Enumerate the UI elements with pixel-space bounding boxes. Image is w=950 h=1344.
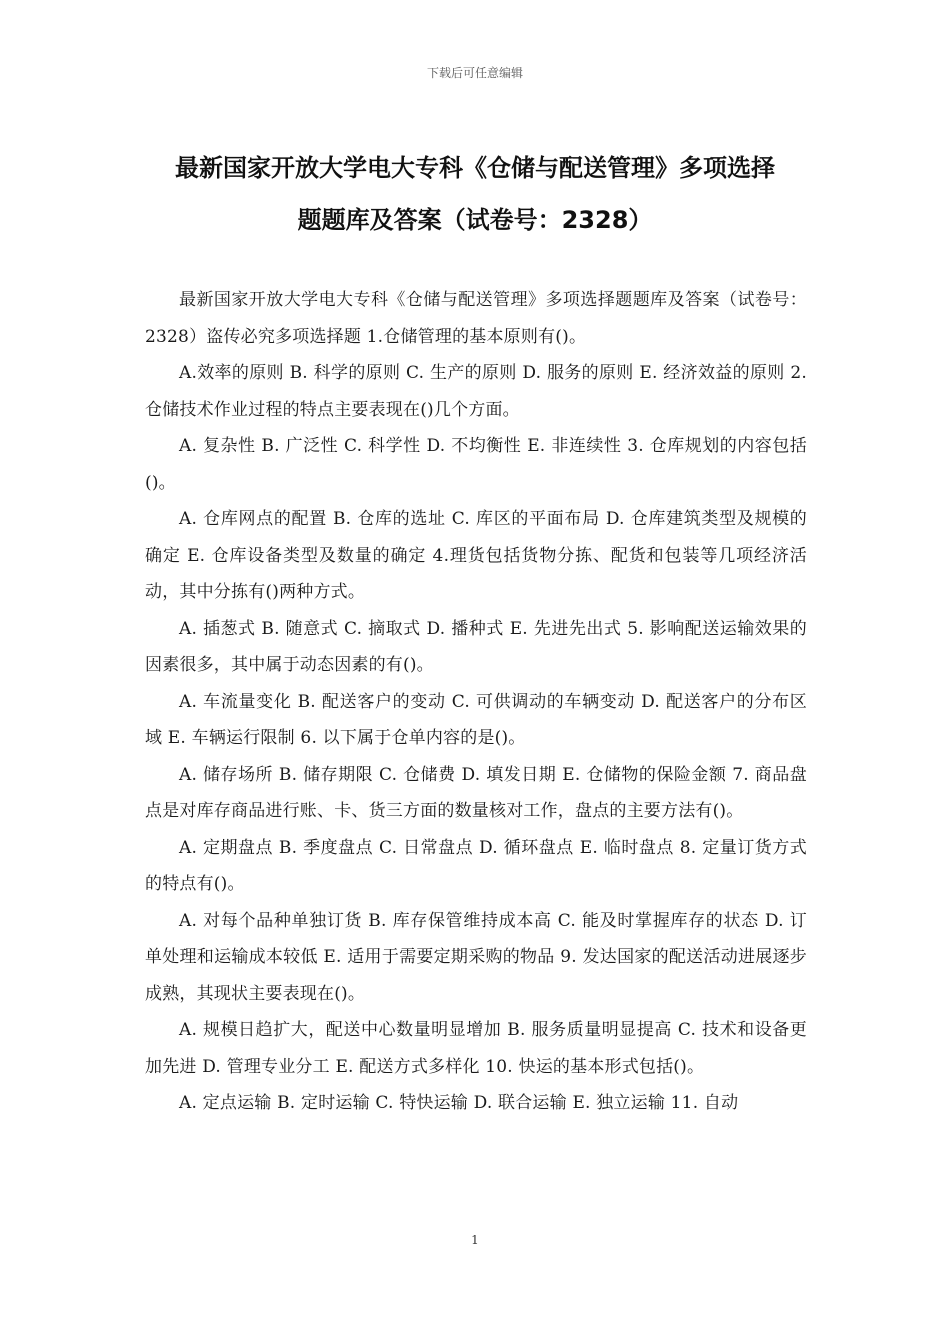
document-title-line-1: 最新国家开放大学电大专科《仓储与配送管理》多项选择 (175, 154, 775, 182)
document-title-line-2: 题题库及答案（试卷号：2328） (297, 206, 653, 234)
page-header-note: 下载后可任意编辑 (426, 66, 523, 80)
body-paragraph: A. 仓库网点的配置 B. 仓库的选址 C. 库区的平面布局 D. 仓库建筑类型及规模的确定 E. 仓库设备类型及数量的确定 4.理货包括货物分拣、配货和包装等几项经济活动，其中分拣有()两种方式。 (145, 509, 807, 602)
body-paragraph: A. 储存场所 B. 储存期限 C. 仓储费 D. 填发日期 E. 仓储物的保险金额 7. 商品盘点是对库存商品进行账、卡、货三方面的数量核对工作，盘点的主要方法有()。 (145, 764, 807, 821)
page-number: 1 (471, 1233, 479, 1247)
body-paragraph: A.效率的原则 B. 科学的原则 C. 生产的原则 D. 服务的原则 E. 经济效益的原则 2.仓储技术作业过程的特点主要表现在()几个方面。 (145, 363, 807, 420)
body-paragraph: A. 定期盘点 B. 季度盘点 C. 日常盘点 D. 循环盘点 E. 临时盘点 8. 定量订货方式的特点有()。 (145, 837, 807, 894)
body-paragraph: A. 对每个品种单独订货 B. 库存保管维持成本高 C. 能及时掌握库存的状态 D. 订单处理和运输成本较低 E. 适用于需要定期采购的物品 9. 发达国家的配送活动进展逐步成熟，其现状主要表现在()。 (145, 910, 807, 1004)
body-paragraph: A. 规模日趋扩大，配送中心数量明显增加 B. 服务质量明显提高 C. 技术和设备更加先进 D. 管理专业分工 E. 配送方式多样化 10. 快运的基本形式包括()。 (145, 1020, 807, 1077)
body-paragraph: A. 复杂性 B. 广泛性 C. 科学性 D. 不均衡性 E. 非连续性 3. 仓库规划的内容包括()。 (145, 436, 807, 493)
body-paragraph: 最新国家开放大学电大专科《仓储与配送管理》多项选择题题库及答案（试卷号：2328）盗传必究多项选择题 1.仓储管理的基本原则有()。 (145, 290, 807, 347)
body-paragraph: A. 车流量变化 B. 配送客户的变动 C. 可供调动的车辆变动 D. 配送客户的分布区域 E. 车辆运行限制 6. 以下属于仓单内容的是()。 (145, 691, 807, 748)
body-paragraph: A. 插葱式 B. 随意式 C. 摘取式 D. 播种式 E. 先进先出式 5. 影响配送运输效果的因素很多，其中属于动态因素的有()。 (145, 618, 807, 675)
body-paragraph: A. 定点运输 B. 定时运输 C. 特快运输 D. 联合运输 E. 独立运输 11. 自动 (179, 1093, 739, 1113)
document-title (100, 142, 850, 246)
document-body (145, 282, 807, 1122)
